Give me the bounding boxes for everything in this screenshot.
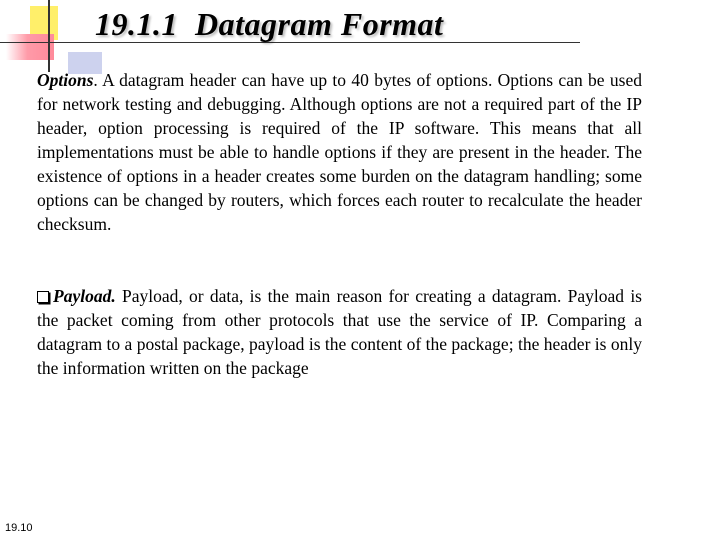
- options-paragraph: [37, 68, 642, 236]
- decor-vertical-line: [48, 0, 50, 72]
- decor-red-gradient: [6, 34, 54, 60]
- checkbox-bullet-icon: [37, 291, 49, 303]
- payload-text: Payload, or data, is the main reason for creating a datagram. Payload is the packet coming from other protocols that use the service of IP. Comparing a datagram to a postal package, payload is the content of the package; the header is only the information written on the package: [37, 286, 642, 378]
- payload-paragraph: [37, 284, 642, 380]
- options-lead: Options: [37, 70, 94, 90]
- page-number: 19.10: [5, 522, 33, 534]
- payload-lead: Payload.: [53, 286, 116, 306]
- slide-title: 19.1.1 Datagram Format: [95, 6, 444, 42]
- options-text: . A datagram header can have up to 40 bytes of options. Options can be used for network testing and debugging. Although options are not a required part of the IP header, option processing is required of the IP software. This means that all implementations must be able to handle options if they are present in the header. The existence of options in a header creates some burden on the datagram handling; some options can be changed by routers, which forces each router to recalculate the header checksum.: [37, 70, 642, 234]
